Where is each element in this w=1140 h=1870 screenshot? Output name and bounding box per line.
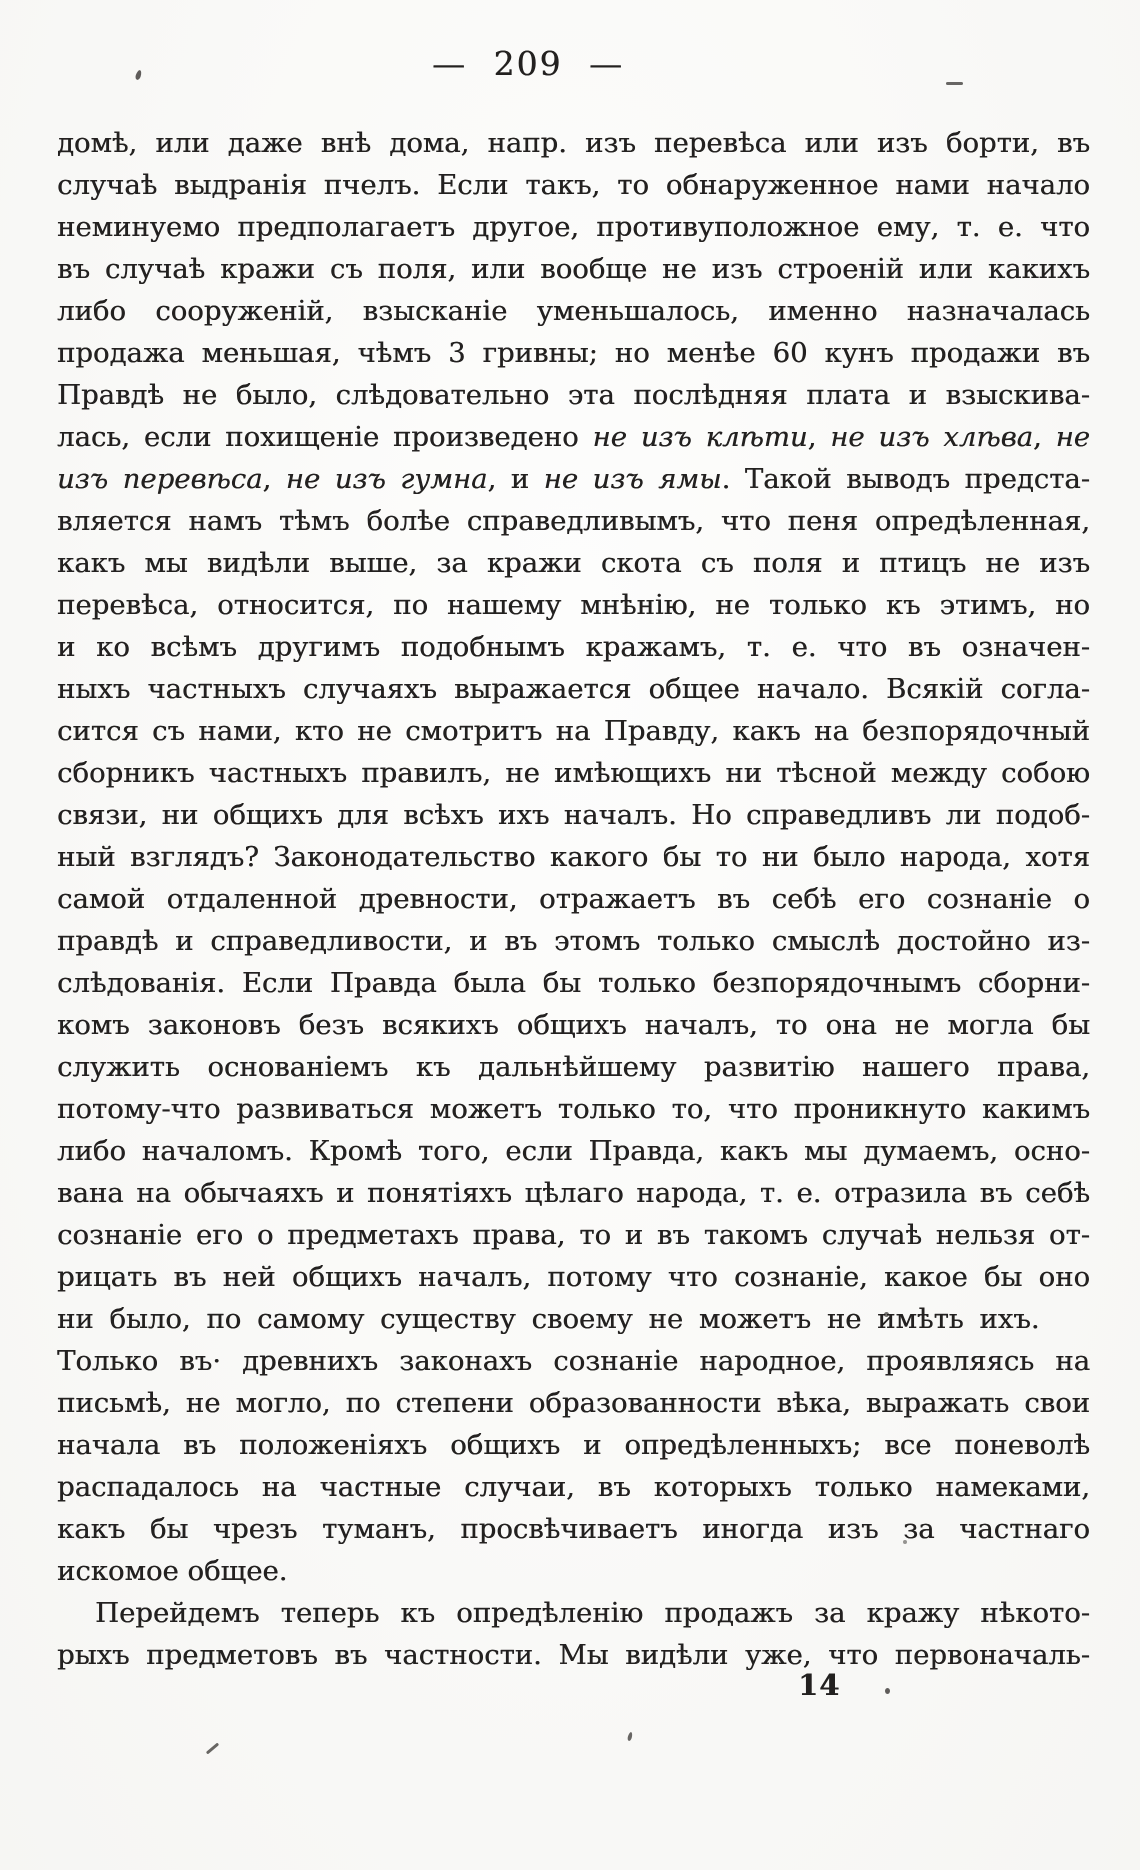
text-segment: письмѣ, не могло, по степени образованности вѣка, выражать свои xyxy=(57,1387,1090,1419)
text-segment: . Такой выводъ предста- xyxy=(721,463,1090,495)
text-line xyxy=(57,1088,1090,1130)
text-segment: ни было, по самому существу своему не можетъ не имѣть ихъ. xyxy=(57,1303,1040,1335)
text-segment: какъ бы чрезъ туманъ, просвѣчиваетъ иногда изъ за частнаго xyxy=(57,1513,1090,1545)
text-line xyxy=(57,500,1090,542)
text-segment: случаѣ выдранія пчелъ. Если такъ, то обнаруженное нами начало xyxy=(57,169,1090,201)
page-number: — 209 — xyxy=(432,44,624,83)
text-line xyxy=(57,584,1090,626)
text-line xyxy=(57,626,1090,668)
text-segment: связи, ни общихъ для всѣхъ ихъ началъ. Но справедливъ ли подоб- xyxy=(57,799,1090,831)
text-segment: , xyxy=(1033,421,1056,453)
text-segment: и ко всѣмъ другимъ подобнымъ кражамъ, т. е. что въ означен- xyxy=(57,631,1090,663)
text-line xyxy=(57,1424,1090,1466)
text-segment: Перейдемъ теперь къ опредѣленію продажъ за кражу нѣкото- xyxy=(95,1597,1090,1629)
text-line xyxy=(57,164,1090,206)
text-line xyxy=(57,1508,1090,1550)
text-segment: вана на обычаяхъ и понятіяхъ цѣлаго народа, т. е. отразила въ себѣ xyxy=(57,1177,1090,1209)
text-line xyxy=(57,1046,1090,1088)
text-line xyxy=(57,1298,1090,1340)
text-line xyxy=(57,1130,1090,1172)
text-line xyxy=(57,1466,1090,1508)
text-segment: либо началомъ. Кромѣ того, если Правда, какъ мы думаемъ, осно- xyxy=(57,1135,1090,1167)
scan-artifact xyxy=(885,1688,890,1694)
text-line xyxy=(57,836,1090,878)
text-segment: рицать въ ней общихъ началъ, потому что сознаніе, какое бы оно xyxy=(57,1261,1090,1293)
text-line xyxy=(57,710,1090,752)
text-segment: самой отдаленной древности, отражаетъ въ себѣ его сознаніе о xyxy=(57,883,1090,915)
text-line xyxy=(57,1592,1090,1634)
text-line xyxy=(57,878,1090,920)
text-segment: въ случаѣ кражи съ поля, или вообще не изъ строеній или какихъ xyxy=(57,253,1090,285)
text-segment: , xyxy=(807,421,831,453)
italic-text-segment: изъ перевѣса xyxy=(57,463,263,495)
text-segment: потому-что развиваться можетъ только то, что проникнуто какимъ xyxy=(57,1093,1090,1125)
text-line xyxy=(57,920,1090,962)
text-segment: неминуемо предполагаетъ другое, противуположное ему, т. е. что xyxy=(57,211,1090,243)
text-line xyxy=(57,1550,1090,1592)
text-segment: ныхъ частныхъ случаяхъ выражается общее начало. Всякій согла- xyxy=(57,673,1090,705)
scan-artifact xyxy=(627,1732,633,1742)
text-segment: , xyxy=(262,463,286,495)
text-line xyxy=(57,374,1090,416)
text-segment: какъ мы видѣли выше, за кражи скота съ поля и птицъ не изъ xyxy=(57,547,1090,579)
text-line xyxy=(57,542,1090,584)
text-segment: вляется намъ тѣмъ болѣе справедливымъ, что пеня опредѣленная, xyxy=(57,505,1090,537)
text-line xyxy=(57,1634,1090,1676)
scan-artifact xyxy=(946,82,963,85)
text-segment: лась, если похищеніе произведено xyxy=(57,421,593,453)
text-segment: слѣдованія. Если Правда была бы только безпорядочнымъ сборни- xyxy=(57,967,1090,999)
text-segment: перевѣса, относится, по нашему мнѣнію, не только къ этимъ, но xyxy=(57,589,1090,621)
text-segment: домѣ, или даже внѣ дома, напр. изъ перевѣса или изъ борти, въ xyxy=(57,127,1090,159)
text-segment: , и xyxy=(487,463,544,495)
text-segment: рыхъ предметовъ въ частности. Мы видѣли уже, что первоначаль- xyxy=(57,1639,1090,1671)
text-line xyxy=(57,290,1090,332)
text-block xyxy=(57,122,1090,1676)
text-segment: сится съ нами, кто не смотритъ на Правду, какъ на безпорядочный xyxy=(57,715,1090,747)
text-line xyxy=(57,962,1090,1004)
text-line xyxy=(57,668,1090,710)
text-line xyxy=(57,1172,1090,1214)
italic-text-segment: не изъ клѣти xyxy=(592,421,808,453)
text-segment: начала въ положеніяхъ общихъ и опредѣленныхъ; все поневолѣ xyxy=(57,1429,1090,1461)
text-line xyxy=(57,1214,1090,1256)
text-segment: служить основаніемъ къ дальнѣйшему развитію нашего права, xyxy=(57,1051,1090,1083)
text-segment: сознаніе его о предметахъ права, то и въ такомъ случаѣ нельзя от- xyxy=(57,1219,1090,1251)
text-segment: продажа меньшая, чѣмъ 3 гривны; но менѣе 60 кунъ продажи въ xyxy=(57,337,1090,369)
text-segment: Правдѣ не было, слѣдовательно эта послѣдняя плата и взыскива- xyxy=(57,379,1090,411)
text-line xyxy=(57,122,1090,164)
scan-artifact xyxy=(206,1743,219,1755)
text-line xyxy=(57,1256,1090,1298)
text-segment: Только въ· древнихъ законахъ сознаніе народное, проявляясь на xyxy=(57,1345,1090,1377)
text-segment: искомое общее. xyxy=(57,1555,288,1587)
text-line xyxy=(57,416,1090,458)
text-segment: сборникъ частныхъ правилъ, не имѣющихъ ни тѣсной между собою xyxy=(57,757,1090,789)
text-segment: ный взглядъ? Законодательство какого бы то ни было народа, хотя xyxy=(57,841,1090,873)
text-line xyxy=(57,248,1090,290)
italic-text-segment: не изъ ямы xyxy=(543,463,722,495)
text-segment: распадалось на частные случаи, въ которыхъ только намеками, xyxy=(57,1471,1090,1503)
text-segment: либо сооруженій, взысканіе уменьшалось, именно назначалась xyxy=(57,295,1090,327)
text-segment: комъ законовъ безъ всякихъ общихъ началъ, то она не могла бы xyxy=(57,1009,1090,1041)
text-line xyxy=(57,332,1090,374)
italic-text-segment: не xyxy=(1055,421,1090,453)
signature-number: 14 xyxy=(798,1668,841,1702)
text-segment: правдѣ и справедливости, и въ этомъ только смыслѣ достойно из- xyxy=(57,925,1090,957)
text-line xyxy=(57,752,1090,794)
text-line xyxy=(57,1004,1090,1046)
text-line xyxy=(57,794,1090,836)
italic-text-segment: не изъ гумна xyxy=(285,463,488,495)
italic-text-segment: не изъ хлѣва xyxy=(830,421,1033,453)
text-line xyxy=(57,1340,1090,1382)
text-line xyxy=(57,458,1090,500)
text-line xyxy=(57,1382,1090,1424)
text-line xyxy=(57,206,1090,248)
